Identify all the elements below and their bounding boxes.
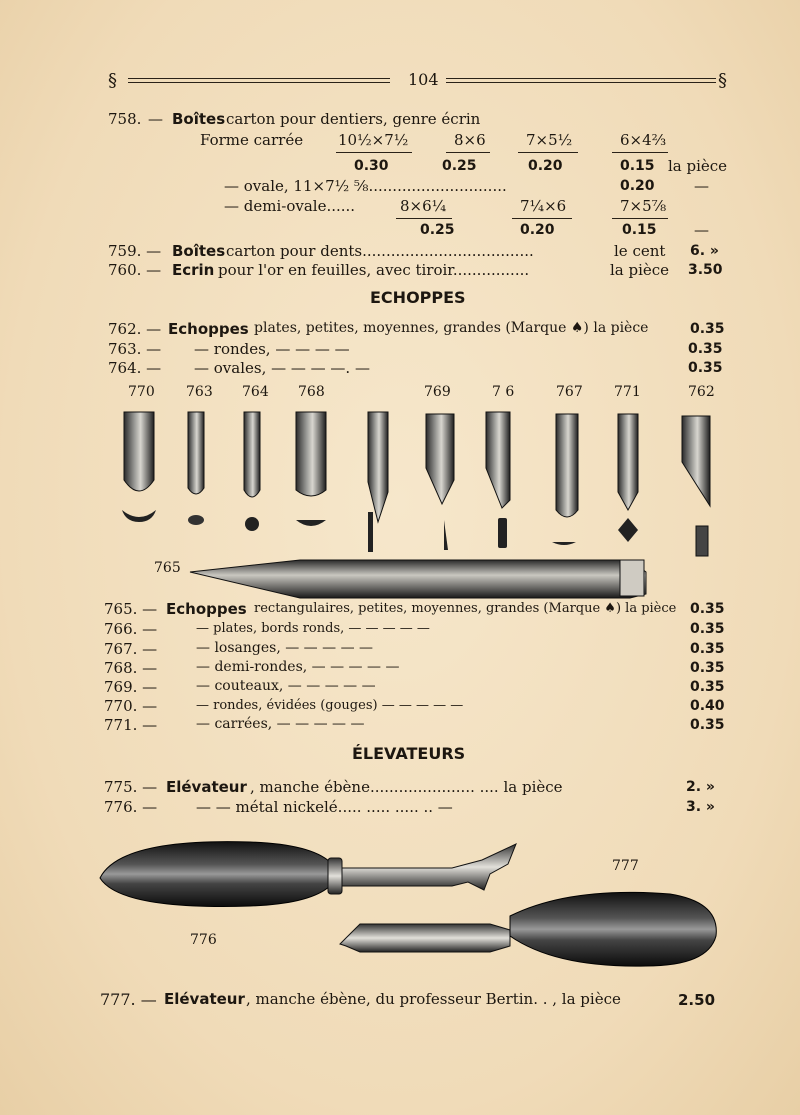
header-rule-left-2	[128, 82, 390, 83]
tool-label-768: 768	[298, 384, 325, 400]
ovale-price: 0.20	[620, 178, 655, 194]
elevators-illustration	[96, 832, 726, 982]
tool-765-file	[190, 560, 646, 598]
carree-size-2: 8×6	[454, 131, 486, 149]
demi-ovale-label: — demi-ovale......	[224, 197, 356, 215]
carree-price-2: 0.25	[442, 158, 477, 174]
tool-label-766: 7 6	[492, 384, 515, 400]
item-768-price: 0.35	[690, 660, 725, 676]
underline-7	[612, 218, 668, 219]
item-763-number: 763. —	[108, 340, 162, 358]
tool-763	[188, 412, 204, 525]
item-770-price: 0.40	[690, 698, 725, 714]
item-762-text: plates, petites, moyennes, grandes (Marque ♠) la pièce	[254, 320, 649, 336]
item-762-bold: Echoppes	[168, 320, 249, 338]
demi-dash: —	[694, 221, 709, 239]
demi-size-1: 8×6¼	[400, 197, 447, 215]
echoppes-illustration	[100, 402, 730, 602]
item-766-text: — plates, bords ronds, — — — — —	[196, 621, 430, 636]
underline-4	[612, 152, 668, 153]
page-number: 104	[408, 70, 439, 89]
item-770-number: 770. —	[104, 697, 158, 715]
carree-price-4: 0.15	[620, 158, 655, 174]
tool-762	[682, 416, 710, 556]
item-769-price: 0.35	[690, 679, 725, 695]
item-769-text: — couteaux, — — — — —	[196, 678, 376, 694]
item-763-text: — rondes, — — — —	[194, 340, 350, 358]
tool-767-a	[486, 412, 510, 548]
item-759-text: carton pour dents....................................	[226, 242, 534, 260]
item-775-text: , manche ébène...................... .... la pièce	[250, 778, 563, 796]
file-label-765: 765	[154, 560, 181, 576]
tool-771	[618, 414, 638, 542]
item-767-price: 0.35	[690, 641, 725, 657]
tool-label-763: 763	[186, 384, 213, 400]
item-775-bold: Elévateur	[166, 778, 247, 796]
item-768-text: — demi-rondes, — — — — —	[196, 659, 400, 675]
item-765-bold: Echoppes	[166, 600, 247, 618]
item-762-number: 762. —	[108, 320, 162, 338]
item-760-unit: la pièce	[610, 261, 670, 279]
item-769-number: 769. —	[104, 678, 158, 696]
carree-price-3: 0.20	[528, 158, 563, 174]
tool-label-762: 762	[688, 384, 715, 400]
tool-764	[244, 412, 260, 531]
item-777-price: 2.50	[678, 991, 716, 1009]
item-764-number: 764. —	[108, 359, 162, 377]
item-758-dash: —	[148, 110, 163, 128]
header-ornament-left: §	[108, 70, 117, 91]
item-763-price: 0.35	[688, 341, 723, 357]
underline-5	[396, 218, 452, 219]
demi-price-3: 0.15	[622, 222, 657, 238]
carree-price-1: 0.30	[354, 158, 389, 174]
tool-770	[122, 412, 156, 522]
item-771-text: — carrées, — — — — —	[196, 716, 365, 732]
item-758-title: carton pour dentiers, genre écrin	[226, 110, 481, 128]
item-760-text: pour l'or en feuilles, avec tiroir................	[218, 261, 530, 279]
header-rule-left	[128, 78, 390, 79]
forme-carree-label: Forme carrée	[200, 131, 304, 149]
item-770-text: — rondes, évidées (gouges) — — — — —	[196, 698, 464, 713]
item-766-number: 766. —	[104, 620, 158, 638]
carree-unit: la pièce	[668, 157, 728, 175]
item-759-price: 6. »	[690, 243, 719, 259]
item-775-number: 775. —	[104, 778, 158, 796]
header-ornament-right: §	[718, 70, 727, 91]
ovale-label: — ovale, 11×7½ ⅝.............................	[224, 177, 507, 195]
tool-label-769: 769	[424, 384, 451, 400]
carree-size-1: 10½×7½	[338, 131, 409, 149]
item-762-price: 0.35	[690, 321, 725, 337]
tool-label-771: 771	[614, 384, 641, 400]
item-767-text: — losanges, — — — — —	[196, 640, 374, 656]
item-765-number: 765. —	[104, 600, 158, 618]
tool-769	[368, 412, 388, 552]
item-759-number: 759. —	[108, 242, 162, 260]
item-760-bold: Ecrin	[172, 261, 215, 279]
elevator-776	[100, 842, 516, 907]
elevator-777	[340, 892, 716, 966]
ovale-dash: —	[694, 177, 709, 195]
item-776-text: — — métal nickelé..... ..... ..... .. —	[196, 798, 453, 816]
item-776-number: 776. —	[104, 798, 158, 816]
item-766-price: 0.35	[690, 621, 725, 637]
item-777-text: , manche ébène, du professeur Bertin. . , la pièce	[246, 990, 621, 1008]
carree-size-4: 6×4⅔	[620, 131, 667, 149]
tool-label-767: 767	[556, 384, 583, 400]
item-771-number: 771. —	[104, 716, 158, 734]
underline-3	[518, 152, 578, 153]
underline-6	[512, 218, 572, 219]
tool-768	[296, 412, 326, 526]
header-rule-right	[446, 78, 716, 79]
section-title-elevateurs: ÉLEVATEURS	[352, 744, 466, 763]
item-759-bold: Boîtes	[172, 242, 226, 260]
demi-price-1: 0.25	[420, 222, 455, 238]
underline-2	[446, 152, 490, 153]
item-760-number: 760. —	[108, 261, 162, 279]
item-759-unit: le cent	[614, 242, 666, 260]
item-777-number: 777. —	[100, 990, 157, 1009]
item-765-text: rectangulaires, petites, moyennes, grandes (Marque ♠) la pièce	[254, 601, 677, 616]
item-767-number: 767. —	[104, 640, 158, 658]
header-rule-right-2	[446, 82, 716, 83]
item-760-price: 3.50	[688, 262, 723, 278]
item-765-price: 0.35	[690, 601, 725, 617]
item-764-price: 0.35	[688, 360, 723, 376]
item-776-price: 3. »	[686, 799, 715, 815]
item-758-number: 758.	[108, 110, 142, 128]
item-764-text: — ovales, — — — —. —	[194, 359, 370, 377]
elevator-label-776: 776	[190, 932, 217, 948]
demi-size-3: 7×5⅞	[620, 197, 667, 215]
tool-label-764: 764	[242, 384, 269, 400]
elevator-label-777: 777	[612, 858, 639, 874]
tool-label-770: 770	[128, 384, 155, 400]
item-771-price: 0.35	[690, 717, 725, 733]
demi-size-2: 7¼×6	[520, 197, 567, 215]
underline-1	[336, 152, 412, 153]
item-768-number: 768. —	[104, 659, 158, 677]
section-title-echoppes: ECHOPPES	[370, 288, 466, 307]
item-777-bold: Elévateur	[164, 990, 245, 1008]
demi-price-2: 0.20	[520, 222, 555, 238]
tool-767	[552, 414, 578, 545]
carree-size-3: 7×5½	[526, 131, 573, 149]
item-758-title-bold: Boîtes	[172, 110, 226, 128]
item-775-price: 2. »	[686, 779, 715, 795]
tool-766	[426, 414, 454, 550]
